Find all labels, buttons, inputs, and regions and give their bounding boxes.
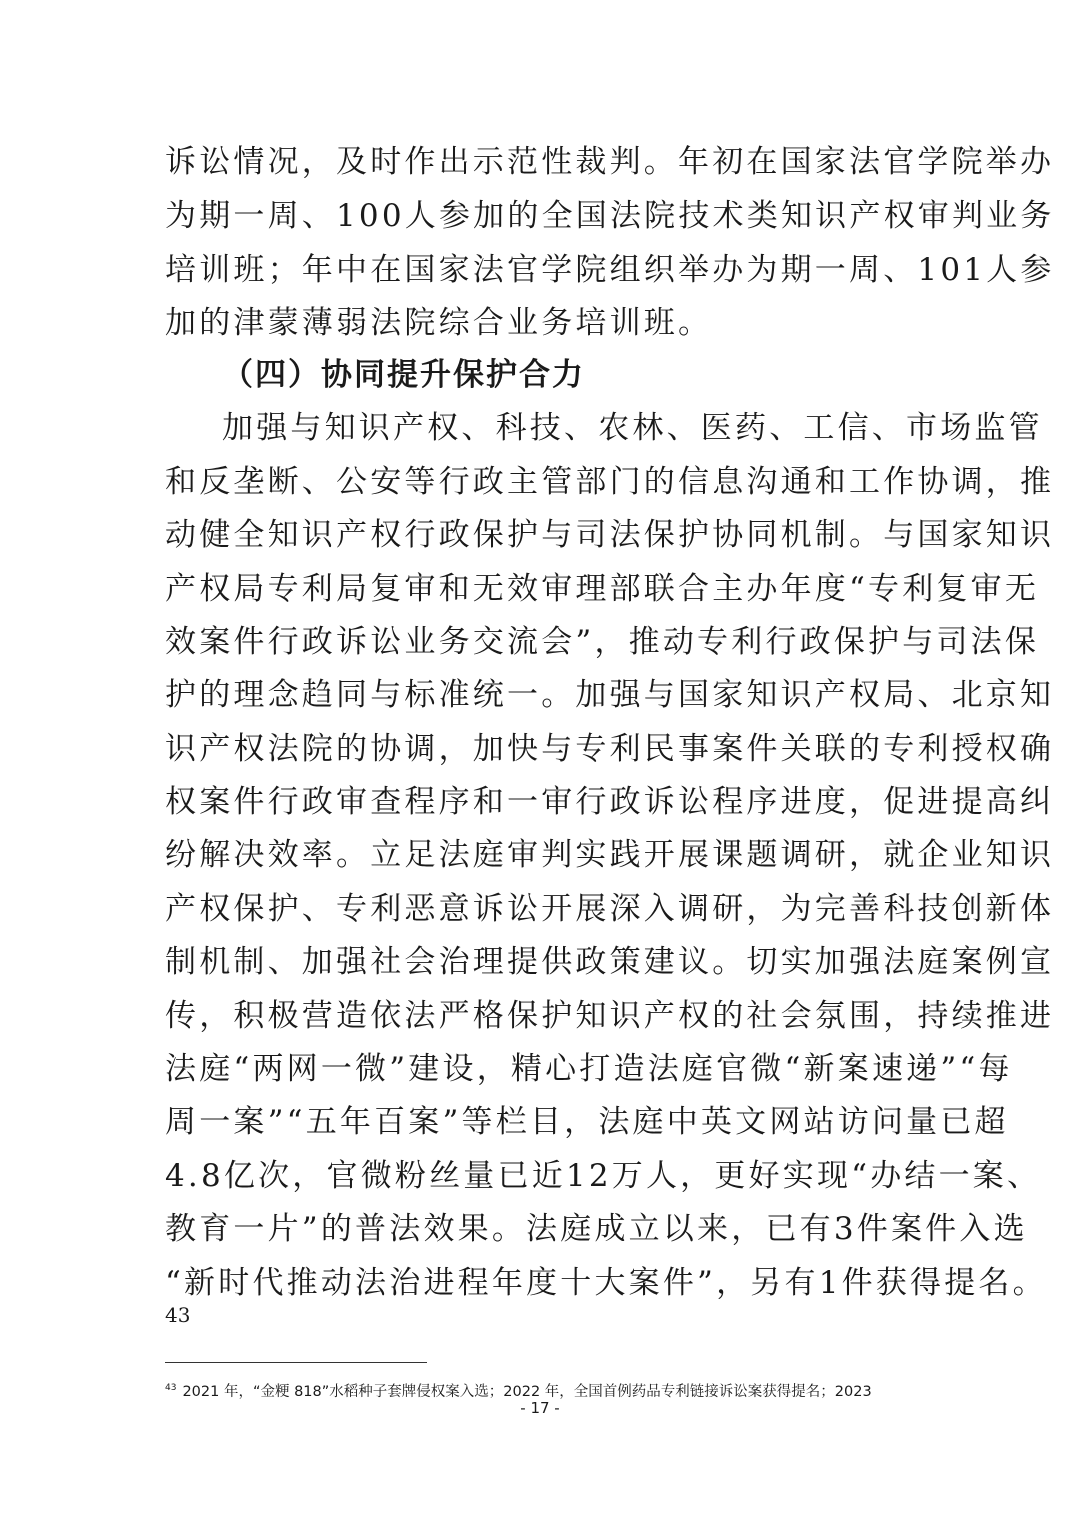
body-line: 培训班；年中在国家法官学院组织举办为期一周、101人参 — [165, 252, 1055, 288]
body-line: 效案件行政诉讼业务交流会”，推动专利行政保护与司法保 — [165, 624, 1040, 660]
body-line: 法庭“两网一微”建设，精心打造法庭官微“新案速递”“每 — [165, 1051, 1013, 1087]
body-line: 教育一片”的普法效果。法庭成立以来，已有3件案件入选 — [165, 1211, 1028, 1247]
body-line: 周一案”“五年百案”等栏目，法庭中英文网站访问量已超 — [165, 1104, 1009, 1140]
body-line: 识产权法院的协调，加快与专利民事案件关联的专利授权确 — [165, 731, 1055, 767]
body-line: 产权保护、专利恶意诉讼开展深入调研，为完善科技创新体 — [165, 891, 1055, 927]
body-line: 加强与知识产权、科技、农林、医药、工信、市场监管 — [222, 410, 1043, 446]
section-heading: （四）协同提升保护合力 — [222, 357, 585, 393]
body-line: 纷解决效率。立足法庭审判实践开展课题调研，就企业知识 — [165, 837, 1055, 873]
body-line: 制机制、加强社会治理提供政策建议。切实加强法庭案例宣 — [165, 944, 1055, 980]
body-line: 为期一周、100人参加的全国法院技术类知识产权审判业务 — [165, 198, 1055, 234]
body-line: 动健全知识产权行政保护与司法保护协同机制。与国家知识 — [165, 517, 1055, 553]
body-line: 诉讼情况，及时作出示范性裁判。年初在国家法官学院举办 — [165, 144, 1055, 180]
body-line: 权案件行政审查程序和一审行政诉讼程序进度，促进提高纠 — [165, 784, 1055, 820]
body-line: 护的理念趋同与标准统一。加强与国家知识产权局、北京知 — [165, 677, 1055, 713]
body-line: 4.8亿次，官微粉丝量已近12万人，更好实现“办结一案、 — [165, 1158, 1042, 1194]
footnote-marker: 43 — [165, 1303, 191, 1327]
footnote-text: 2021 年，“金粳 818”水稻种子套牌侵权案入选；2022 年，全国首例药品专利链接诉讼案获得提名；2023 — [182, 1383, 872, 1400]
body-line: 加的津蒙薄弱法院综合业务培训班。 — [165, 305, 713, 341]
body-line: “新时代推动法治进程年度十大案件”，另有1件获得提名。 — [165, 1265, 1047, 1301]
body-line: 产权局专利局复审和无效审理部联合主办年度“专利复审无 — [165, 571, 1040, 607]
footnote-separator — [165, 1362, 427, 1363]
body-line: 传，积极营造依法严格保护知识产权的社会氛围，持续推进 — [165, 998, 1055, 1034]
page-number: - 17 - — [520, 1399, 560, 1417]
footnote-number: 43 — [165, 1383, 177, 1393]
body-line: 和反垄断、公安等行政主管部门的信息沟通和工作协调，推 — [165, 464, 1055, 500]
